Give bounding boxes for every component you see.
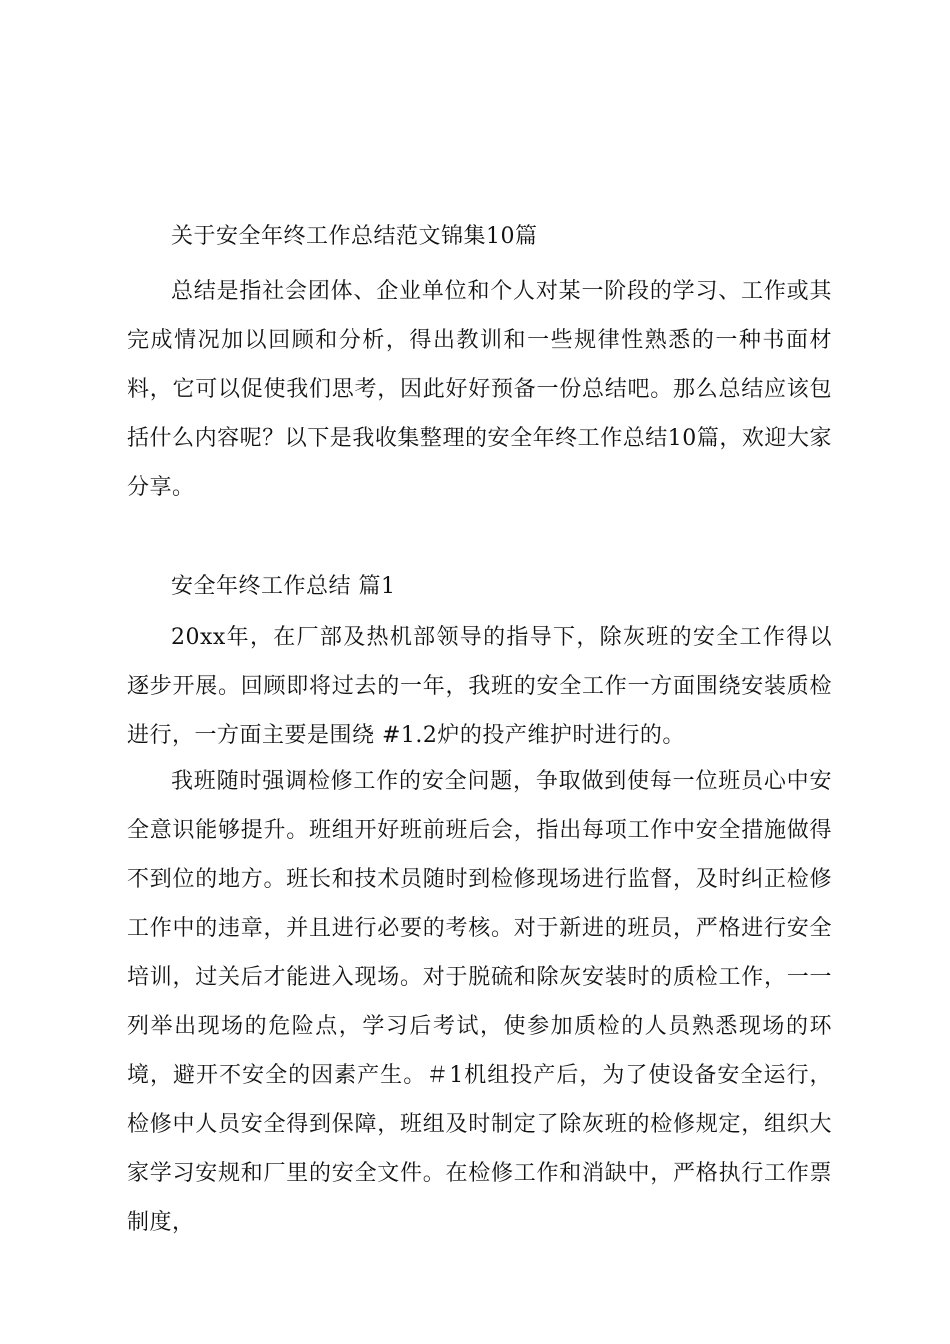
intro-paragraph: 总结是指社会团体、企业单位和个人对某一阶段的学习、工作或其完成情况加以回顾和分析，得出教训和一些规律性熟悉的一种书面材料，它可以促使我们思考，因此好好预备一份总结吧。那么总结应该包括什么内容呢？以下是我收集整理的安全年终工作总结10篇，欢迎大家分享。 <box>127 279 832 500</box>
body-paragraph-2: 我班随时强调检修工作的安全问题，争取做到使每一位班员心中安全意识能够提升。班组开好班前班后会，指出每项工作中安全措施做得不到位的地方。班长和技术员随时到检修现场进行监督，及时纠正检修工作中的违章，并且进行必要的考核。对于新进的班员，严格进行安全培训，过关后才能进入现场。对于脱硫和除灰安装时的质检工作，一一列举出现场的危险点，学习后考试，使参加质检的人员熟悉现场的环境，避开不安全的因素产生。＃1机组投产后，为了使设备安全运行，检修中人员安全得到保障，班组及时制定了除灰班的检修规定，组织大家学习安规和厂里的安全文件。在检修工作和消缺中，严格执行工作票制度， <box>127 769 832 1235</box>
body-paragraph-1: 20xx年，在厂部及热机部领导的指导下，除灰班的安全工作得以逐步开展。回顾即将过去的一年，我班的安全工作一方面围绕安装质检进行，一方面主要是围绕 #1.2炉的投产维护时进行的。 <box>127 625 832 748</box>
section-heading: 安全年终工作总结 篇1 <box>171 574 396 599</box>
document-title: 关于安全年终工作总结范文锦集10篇 <box>171 224 538 249</box>
